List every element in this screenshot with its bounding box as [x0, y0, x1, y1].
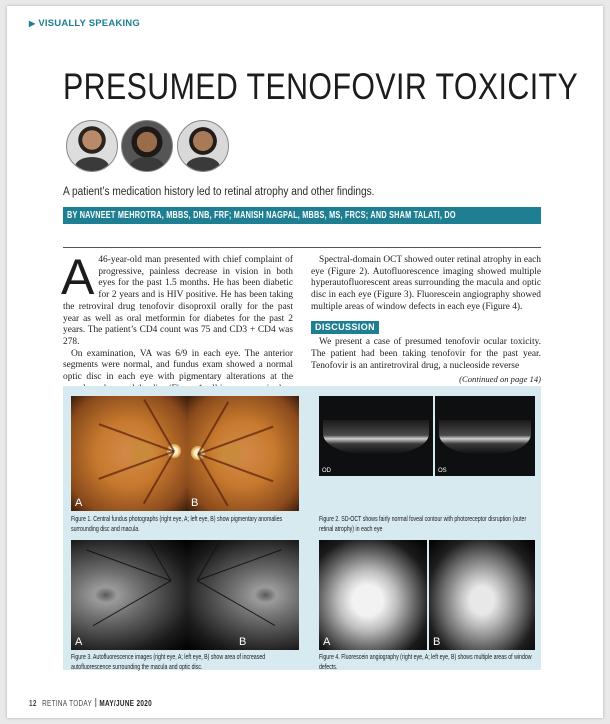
byline-bar [63, 207, 541, 224]
author-photo-3 [177, 120, 229, 172]
vessel [99, 451, 175, 480]
fig3-image-b [187, 540, 299, 650]
vessel [198, 453, 274, 482]
fig2-label-od: OD [322, 468, 331, 474]
byline-text: BY NAVNEET MEHROTRA, MBBS, DNB, FRF; MANISH NAGPAL, MBBS, MS, FRCS; AND SHAM TALATI, DO [67, 210, 456, 221]
vessel [197, 453, 228, 506]
fig1-label-b: B [191, 497, 199, 509]
vessel [197, 580, 276, 626]
vessel [86, 549, 171, 581]
fig1-image-b [187, 396, 299, 511]
section-heading-discussion: DISCUSSION [311, 321, 379, 335]
magazine-page [7, 6, 603, 718]
fig4-image-a [319, 540, 427, 650]
fig2-caption: Figure 2. SD-OCT shows fairly normal foveal contour with photoreceptor disruption (outer retinal atrophy) in each eye [319, 514, 527, 533]
divider-rule [63, 247, 541, 248]
fig1-caption: Figure 1. Central fundus photographs (right eye, A; left eye, B) show pigmentary anomalies surrounding disc and macula. [71, 514, 283, 533]
publication-name: RETINA TODAY [42, 699, 93, 708]
fig1-image-a [71, 396, 187, 511]
paragraph-4: We present a case of presumed tenofovir ocular toxicity. The patient had been taking tenofovir for the past year. Tenofovir is an antiretroviral drug, a nucleoside reverse [311, 337, 541, 371]
continued-note: (Continued on page 14) [459, 374, 541, 385]
fig4-label-a: A [323, 636, 331, 648]
paragraph-1-text: 46-year-old man presented with chief complaint of progressive, painless decrease in vision in both eyes for the past 1.5 months. He has been diabetic for 2 years and is HIV positive. He has been taking the retroviral drug tenofovir disoproxil orally for the past year as well as oral metformin for diabetes for the past 2 years. The patient’s CD4 count was 75 and CD3 + CD4 was 278. [63, 255, 293, 347]
fig2-label-os: OS [438, 468, 447, 474]
body-column-1 [61, 249, 293, 407]
issue-date: MAY/JUNE 2020 [99, 699, 152, 708]
fig3-image-a [71, 540, 187, 650]
drop-cap: A [61, 249, 95, 305]
fig2-image-od [319, 396, 433, 476]
paragraph-2: On examination, VA was 6/9 in each eye. The anterior segments were normal, and fundus exam showed a normal optic disc in each eye with pigmentary alterations at the [63, 348, 293, 383]
body-column-2 [311, 255, 541, 386]
figure-panel [63, 386, 541, 670]
vessel [99, 424, 175, 453]
footer-divider [95, 698, 96, 707]
paragraph-1 [61, 249, 293, 349]
fig3-label-b: B [239, 636, 247, 648]
fig3-label-a: A [75, 636, 83, 648]
vessel [197, 549, 282, 581]
author-photo-1 [66, 120, 118, 172]
kicker-text: VISUALLY SPEAKING [38, 18, 140, 29]
page-number: 12 [29, 699, 37, 708]
vessel [198, 426, 274, 455]
oct-scan [323, 420, 429, 454]
fig4-caption: Figure 4. Fluorescein angiography (right eye, A; left eye, B) shows multiple areas of window defects. [319, 652, 532, 671]
triangle-icon: ▶ [29, 19, 36, 28]
fig1-label-a: A [75, 497, 83, 509]
fig4-image-b [429, 540, 535, 650]
vessel [143, 399, 174, 452]
fig2-image-os [435, 396, 535, 476]
fig3-caption: Figure 3. Autofluorescence images (right eye, A; left eye, B) show area of increased autofluorescence surrounding the macula and optic disc. [71, 652, 266, 671]
fig4-label-b: B [433, 636, 441, 648]
vessel [93, 580, 172, 626]
author-photo-2 [121, 120, 173, 172]
article-title: PRESUMED TENOFOVIR TOXICITY [63, 66, 579, 107]
section-kicker [29, 18, 140, 29]
paragraph-3: Spectral-domain OCT showed outer retinal atrophy in each eye (Figure 2). Autofluorescence imaging showed multiple hyperautofluorescent areas surrounding the macula and optic disc in each eye (Figure 3). Fluorescein angiography showed multiple areas of window defects in each eye (Figure 4). [311, 255, 541, 312]
oct-scan [439, 420, 531, 454]
page-footer [29, 698, 152, 708]
article-subtitle: A patient’s medication history led to retinal atrophy and other findings. [63, 186, 375, 198]
